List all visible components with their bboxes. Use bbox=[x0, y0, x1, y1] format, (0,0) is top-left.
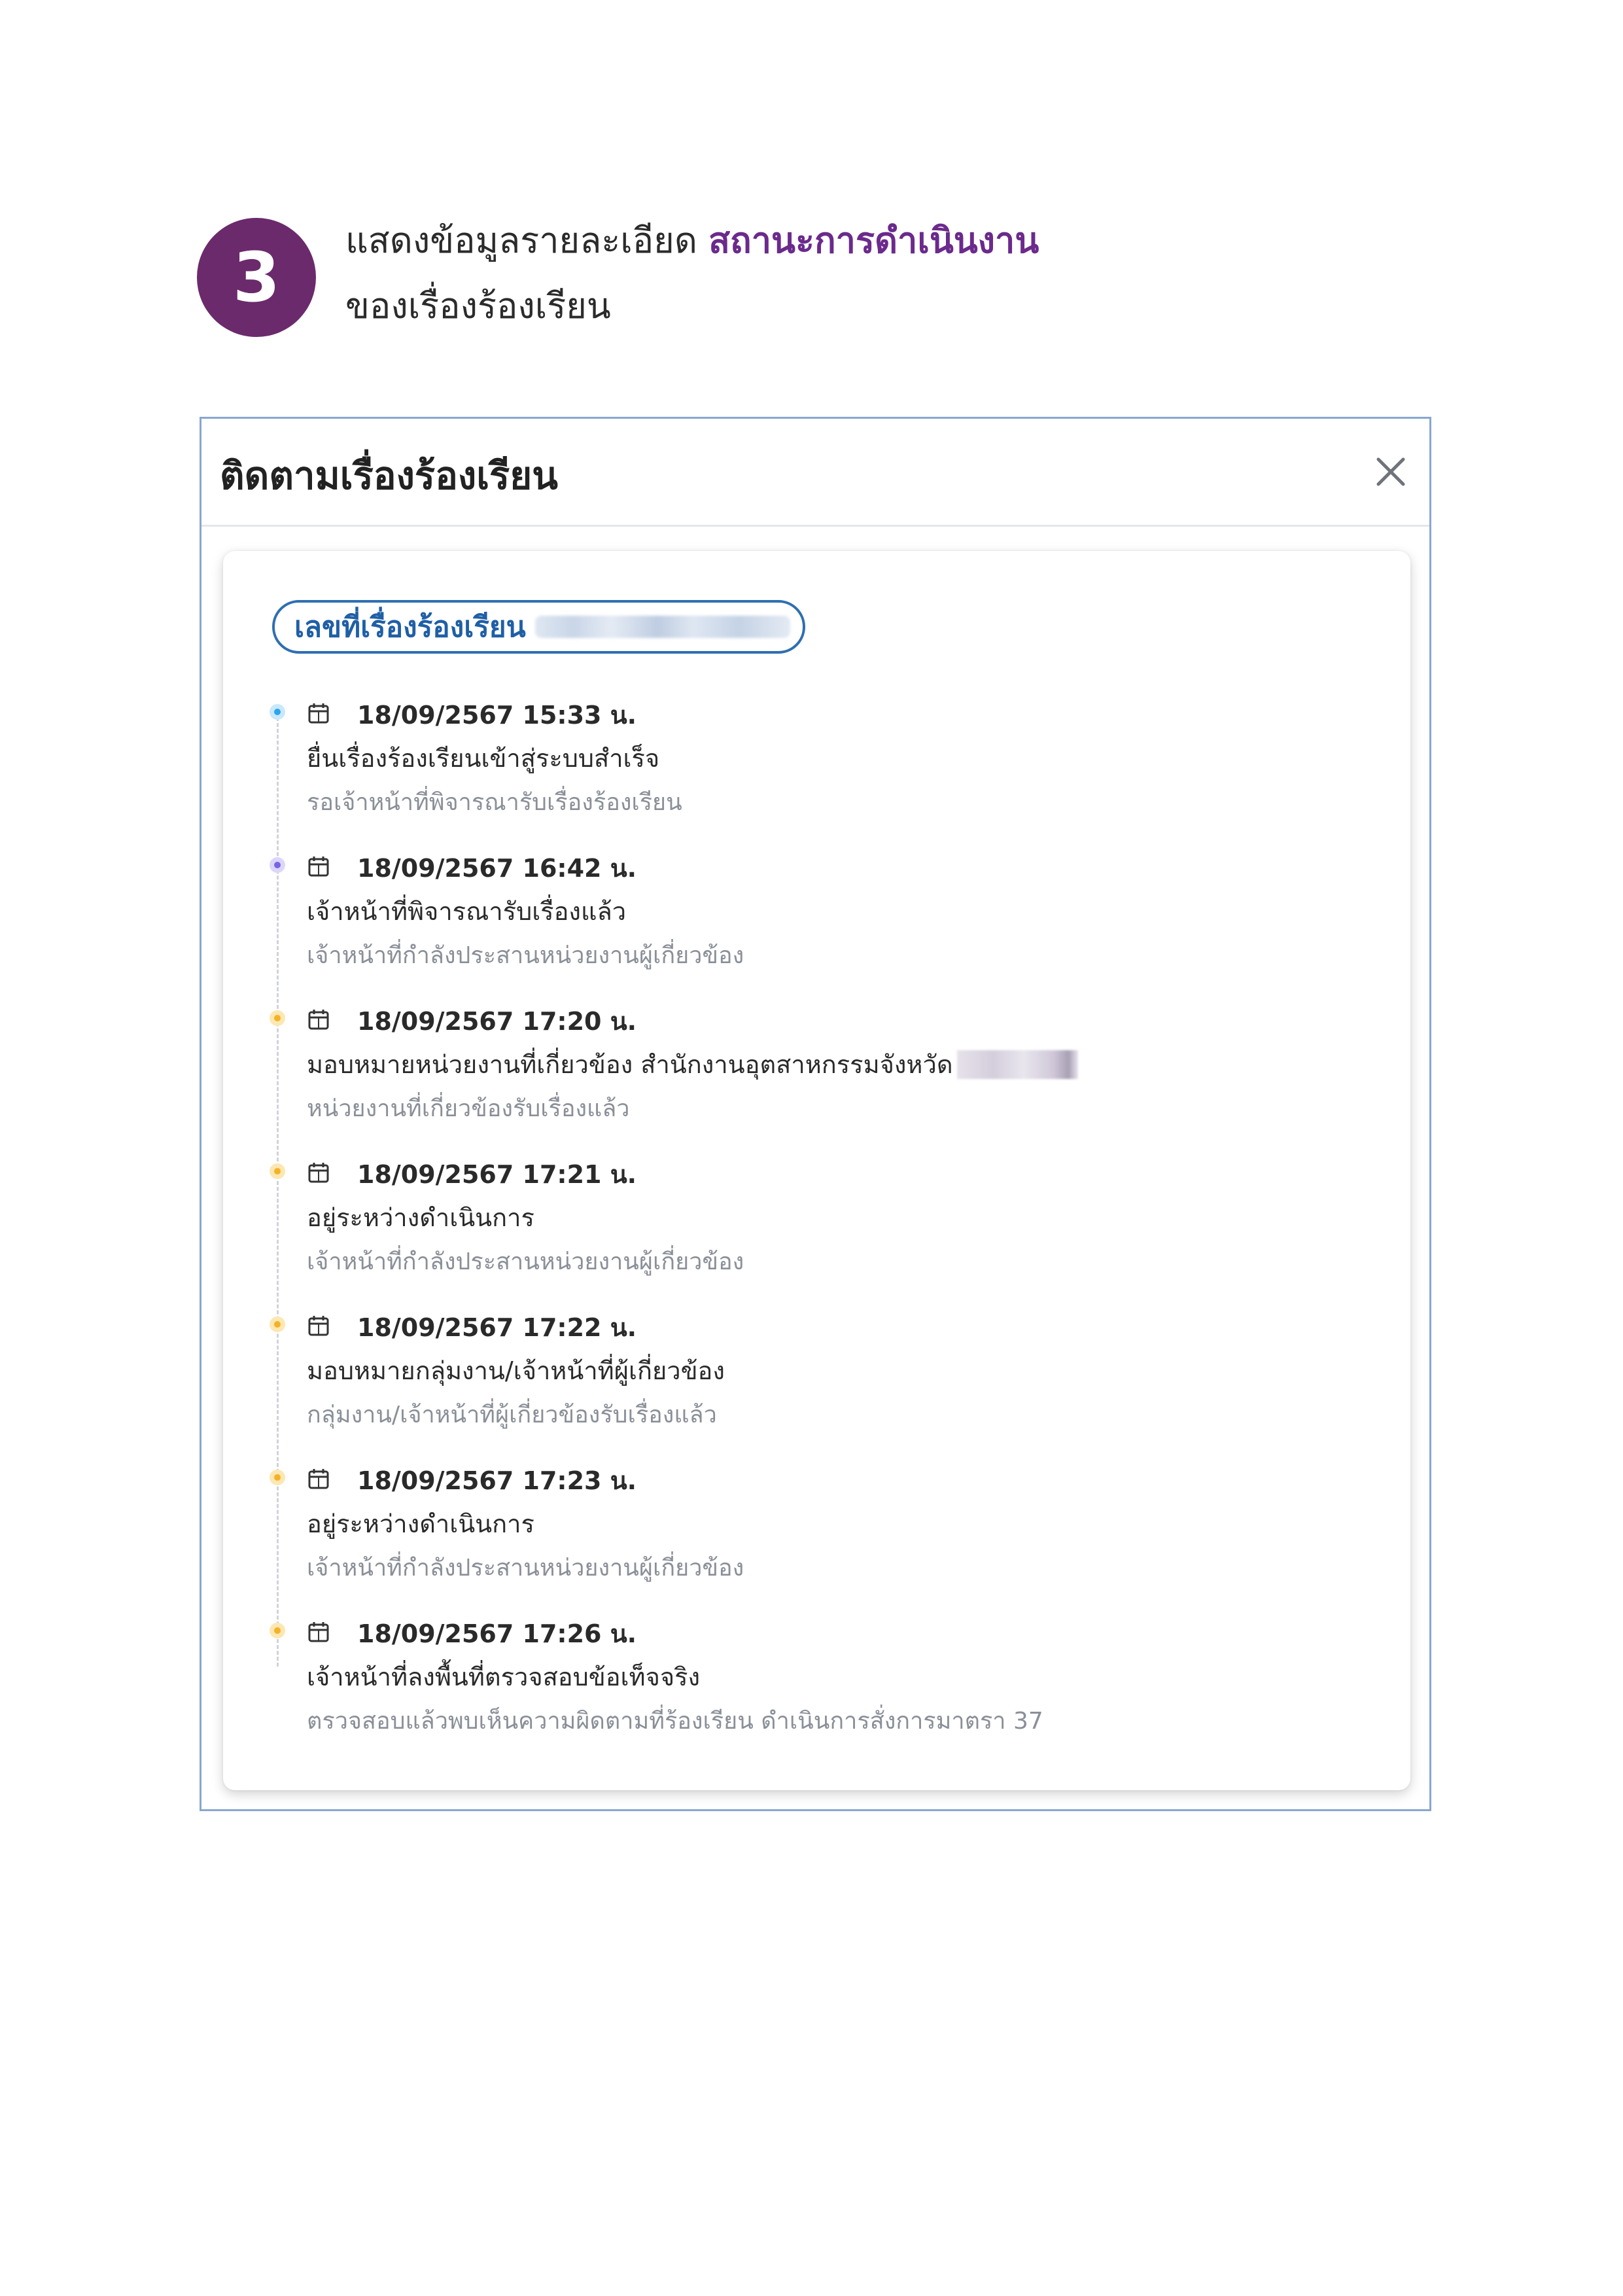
close-button[interactable] bbox=[1369, 450, 1412, 493]
timeline-description: รอเจ้าหน้าที่พิจารณารับเรื่องร้องเรียน bbox=[307, 789, 682, 816]
calendar-icon bbox=[307, 1620, 330, 1644]
calendar-icon bbox=[307, 701, 330, 725]
close-icon bbox=[1369, 450, 1412, 493]
timeline-item bbox=[223, 1001, 1401, 1145]
timeline-description: เจ้าหน้าที่กำลังประสานหน่วยงานผู้เกี่ยวข้อง bbox=[307, 942, 744, 969]
timeline-description: หน่วยงานที่เกี่ยวข้องรับเรื่องแล้ว bbox=[307, 1095, 630, 1122]
province-redacted bbox=[957, 1050, 1078, 1079]
timeline-title-text: เจ้าหน้าที่ลงพื้นที่ตรวจสอบข้อเท็จจริง bbox=[307, 1663, 701, 1691]
timeline-title-text: อยู่ระหว่างดำเนินการ bbox=[307, 1203, 534, 1232]
timeline-item bbox=[223, 848, 1401, 992]
calendar-icon bbox=[307, 1467, 330, 1491]
timeline-title bbox=[307, 1044, 1078, 1084]
timeline-date: 18/09/2567 15:33 น. bbox=[357, 701, 637, 730]
timeline-title-text: เจ้าหน้าที่พิจารณารับเรื่องแล้ว bbox=[307, 897, 627, 926]
timeline-title-text: ยื่นเรื่องร้องเรียนเข้าสู่ระบบสำเร็จ bbox=[307, 744, 660, 773]
timeline-title-text: มอบหมายกลุ่มงาน/เจ้าหน้าที่ผู้เกี่ยวข้อง bbox=[307, 1356, 725, 1385]
timeline-description: ตรวจสอบแล้วพบเห็นความผิดตามที่ร้องเรียน ดำเนินการสั่งการมาตรา 37 bbox=[307, 1708, 1043, 1735]
timeline-description: เจ้าหน้าที่กำลังประสานหน่วยงานผู้เกี่ยวข้อง bbox=[307, 1248, 744, 1275]
dialog-title: ติดตามเรื่องร้องเรียน bbox=[220, 453, 558, 498]
timeline-dot-icon bbox=[270, 1623, 285, 1638]
timeline-item bbox=[223, 1154, 1401, 1298]
complaint-number-label: เลขที่เรื่องร้องเรียน bbox=[294, 610, 526, 644]
calendar-icon bbox=[307, 1008, 330, 1031]
timeline-date: 18/09/2567 17:20 น. bbox=[357, 1007, 637, 1036]
timeline-title bbox=[307, 1197, 534, 1237]
timeline-date: 18/09/2567 17:23 น. bbox=[357, 1466, 637, 1495]
timeline-dot-icon bbox=[270, 857, 285, 873]
timeline-dot-icon bbox=[270, 1163, 285, 1179]
timeline-item bbox=[223, 1460, 1401, 1604]
step-description-highlight: สถานะการดำเนินงาน bbox=[708, 220, 1039, 261]
step-description-line2: ของเรื่องร้องเรียน bbox=[345, 285, 611, 327]
timeline-title bbox=[307, 738, 659, 778]
timeline-dot-icon bbox=[270, 704, 285, 720]
timeline-date: 18/09/2567 17:22 น. bbox=[357, 1313, 637, 1342]
timeline-title-text: มอบหมายหน่วยงานที่เกี่ยวข้อง สำนักงานอุตสาหกรรมจังหวัด bbox=[307, 1050, 953, 1079]
timeline-item bbox=[223, 695, 1401, 839]
timeline-item bbox=[223, 1614, 1401, 1757]
track-complaint-dialog bbox=[200, 417, 1431, 1811]
timeline-title bbox=[307, 1504, 534, 1544]
timeline-description: เจ้าหน้าที่กำลังประสานหน่วยงานผู้เกี่ยวข้อง bbox=[307, 1555, 744, 1581]
timeline-title bbox=[307, 1657, 700, 1697]
timeline-dot-icon bbox=[270, 1010, 285, 1026]
timeline-dot-icon bbox=[270, 1470, 285, 1485]
timeline-title bbox=[307, 891, 626, 931]
timeline-date: 18/09/2567 16:42 น. bbox=[357, 854, 637, 883]
complaint-number-pill bbox=[272, 600, 805, 654]
timeline-description: กลุ่มงาน/เจ้าหน้าที่ผู้เกี่ยวข้องรับเรื่องแล้ว bbox=[307, 1402, 717, 1428]
step-number-badge bbox=[197, 218, 316, 337]
status-card bbox=[223, 551, 1410, 1790]
dialog-header bbox=[201, 419, 1429, 527]
timeline-item bbox=[223, 1307, 1401, 1451]
calendar-icon bbox=[307, 855, 330, 878]
timeline-title-text: อยู่ระหว่างดำเนินการ bbox=[307, 1510, 534, 1538]
timeline-title bbox=[307, 1351, 725, 1390]
timeline-date: 18/09/2567 17:26 น. bbox=[357, 1619, 637, 1648]
step-description-prefix: แสดงข้อมูลรายละเอียด bbox=[345, 220, 709, 261]
complaint-number-redacted bbox=[535, 616, 790, 638]
calendar-icon bbox=[307, 1161, 330, 1184]
step-description bbox=[345, 208, 1039, 339]
step-number: 3 bbox=[232, 238, 281, 317]
timeline-dot-icon bbox=[270, 1316, 285, 1332]
timeline-date: 18/09/2567 17:21 น. bbox=[357, 1160, 637, 1189]
step-description-line1 bbox=[345, 208, 1039, 274]
calendar-icon bbox=[307, 1314, 330, 1337]
